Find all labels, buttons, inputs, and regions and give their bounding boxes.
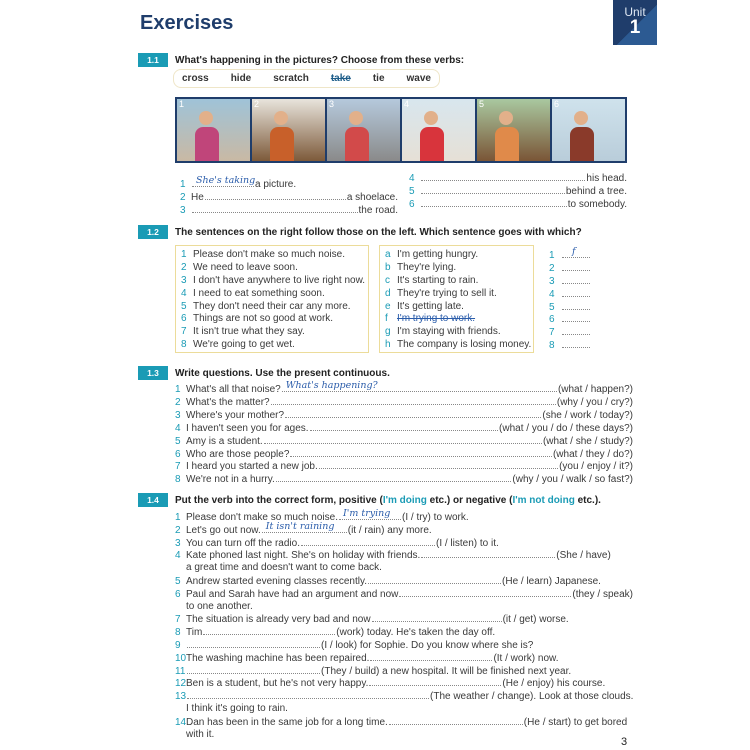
item-text-after: (I / look) for Sophie. Do you know where she is?	[321, 640, 534, 651]
verb-option: cross	[182, 73, 209, 84]
sentence-letter: c	[385, 274, 390, 286]
item-text: You can turn off the radio.	[186, 537, 300, 549]
item-prompt: What's the matter?	[186, 396, 270, 408]
match-answer-row	[549, 248, 591, 261]
item-prompt: I heard you started a new job.	[186, 461, 318, 473]
picture-number: 1	[179, 99, 185, 109]
exercise-1-1-item	[180, 177, 398, 190]
item-hint: (you / enjoy / it?)	[559, 461, 633, 473]
verb-option: wave	[406, 73, 431, 84]
item-text-after: (it / get) worse.	[502, 614, 569, 626]
sentence-letter: h	[385, 339, 391, 351]
unit-number: 1	[629, 17, 641, 38]
sentence-text: It's starting to rain.	[397, 274, 479, 286]
answer-blank[interactable]	[187, 689, 429, 699]
answer-blank[interactable]	[389, 715, 523, 725]
answer-blank[interactable]	[290, 447, 552, 457]
answer-blank[interactable]	[562, 248, 590, 258]
item-text: Please don't make so much noise.	[186, 512, 338, 523]
item-number: 3	[549, 275, 555, 287]
item-number: 4	[175, 550, 181, 562]
match-answer-row	[549, 338, 591, 351]
heading-part: etc.).	[574, 495, 601, 506]
sentence-letter: 6	[181, 313, 187, 325]
item-number: 3	[180, 205, 186, 216]
item-number: 8	[175, 474, 181, 486]
item-number: 12	[175, 678, 187, 690]
sentence-text: They don't need their car any more.	[193, 300, 351, 312]
match-answer-row	[549, 300, 591, 313]
answer-blank[interactable]	[276, 472, 512, 482]
sentence-text: Things are not so good at work.	[193, 313, 334, 325]
heading-positive-example: I'm doing	[382, 495, 427, 506]
exercise-heading-1-4	[175, 495, 601, 506]
sentence-letter: e	[385, 300, 391, 312]
exercise-1-3-item	[175, 382, 633, 395]
item-number: 3	[175, 409, 181, 421]
match-answer-row	[549, 312, 591, 325]
match-answer-row	[549, 287, 591, 300]
item-text-after: a shoelace.	[346, 192, 398, 203]
item-number: 6	[175, 588, 181, 600]
item-hint: (why / you / cry?)	[556, 396, 633, 408]
item-number: 11	[175, 665, 186, 677]
exercise-1-4-item	[175, 651, 635, 664]
unit-tab	[613, 0, 657, 45]
sentence-letter: f	[385, 313, 388, 325]
item-continuation: to one another.	[186, 600, 253, 612]
item-prompt: Who are those people?	[186, 448, 290, 460]
handwritten-answer: What's happening?	[285, 380, 378, 391]
item-number: 8	[175, 627, 181, 639]
item-text-after: (it / rain) any more.	[347, 524, 432, 536]
exercise-1-1-item	[409, 197, 627, 210]
answer-blank[interactable]	[421, 548, 555, 558]
handwritten-answer: She's taking	[196, 175, 256, 186]
item-number: 7	[175, 461, 181, 473]
item-number: 4	[549, 288, 555, 300]
answer-blank[interactable]	[562, 300, 590, 310]
exercise-1-1-item	[409, 184, 627, 197]
sentence-right	[385, 275, 533, 288]
item-number: 5	[175, 435, 181, 447]
item-continuation: a great time and doesn't want to come back.	[186, 562, 382, 574]
item-number: 5	[549, 301, 555, 313]
exercise-1-3-item	[175, 395, 633, 408]
sentence-right	[385, 262, 533, 275]
item-text-after: (She / have)	[556, 550, 611, 562]
exercise-1-1-item	[180, 203, 398, 216]
sentence-right	[385, 249, 533, 262]
sentence-text: I don't have anywhere to live right now.	[193, 274, 366, 286]
item-prompt: We're not in a hurry.	[186, 474, 275, 486]
sentence-left	[181, 275, 368, 288]
item-number: 1	[180, 179, 186, 190]
page-number: 3	[621, 736, 628, 748]
picture-3	[327, 99, 402, 161]
picture-number: 6	[554, 99, 560, 109]
sentence-letter: 8	[181, 339, 187, 351]
answer-blank[interactable]	[370, 651, 492, 661]
answer-blank[interactable]	[285, 408, 541, 418]
exercise-1-3-item	[175, 447, 633, 460]
item-number: 2	[549, 262, 555, 274]
item-number: 2	[180, 192, 186, 203]
sentence-text: We need to leave soon.	[193, 261, 298, 273]
verb-option: scratch	[273, 73, 309, 84]
answer-blank[interactable]	[421, 184, 565, 194]
handwritten-answer: It isn't raining	[265, 520, 335, 532]
item-text: The situation is already very bad and now	[186, 614, 371, 626]
sentence-letter: 4	[181, 287, 187, 299]
exercise-heading-1-2: The sentences on the right follow those on the left. Which sentence goes with which?	[175, 227, 582, 238]
picture-strip	[175, 97, 627, 163]
item-number: 7	[175, 614, 181, 626]
item-prompt: What's all that noise?	[186, 384, 281, 395]
item-hint: (what / happen?)	[557, 384, 633, 395]
exercise-1-4-item	[175, 676, 635, 689]
picture-4	[402, 99, 477, 161]
right-sentences-box	[379, 245, 534, 353]
exercise-1-4-item	[175, 612, 635, 625]
sentence-letter: 7	[181, 326, 187, 338]
sentence-letter: 1	[181, 249, 187, 260]
exercise-1-3-item	[175, 408, 633, 421]
item-hint: (why / you / walk / so fast?)	[512, 474, 633, 486]
verb-box	[173, 69, 440, 88]
item-text-after: (It / work) now.	[493, 652, 559, 664]
item-number: 1	[549, 250, 555, 261]
answer-blank[interactable]	[282, 382, 557, 392]
sentence-text: I'm trying to work.	[397, 313, 476, 325]
item-prompt: I haven't seen you for ages.	[186, 422, 309, 434]
match-answer-row	[549, 261, 591, 274]
exercise-1-4-item	[175, 548, 635, 561]
sentence-text: It's getting late.	[397, 300, 464, 312]
exercise-heading-1-3: Write questions. Use the present continuous.	[175, 368, 390, 379]
sentence-text: We're going to get wet.	[193, 339, 295, 351]
picture-6	[552, 99, 625, 161]
item-number: 5	[409, 186, 415, 197]
sentence-right	[385, 301, 533, 314]
answer-blank[interactable]	[187, 638, 320, 648]
item-text: Ben is a student, but he's not very happy.	[186, 678, 369, 690]
answer-blank[interactable]	[301, 536, 435, 546]
sentence-letter: 2	[181, 261, 187, 273]
sentence-letter: 5	[181, 300, 187, 312]
sentence-text: I'm staying with friends.	[397, 326, 501, 338]
item-number: 6	[409, 199, 415, 210]
verb-option: take	[330, 73, 351, 84]
exercise-1-4-item	[175, 625, 635, 638]
item-text-after: (They / build) a new hospital. It will be finished next year.	[321, 665, 572, 677]
sentence-left	[181, 326, 368, 339]
exercise-1-4-item	[175, 574, 635, 587]
sentence-right	[385, 313, 533, 326]
answer-blank[interactable]	[372, 612, 502, 622]
sentence-text: It isn't true what they say.	[193, 326, 305, 338]
exercise-heading-1-1: What's happening in the pictures? Choose from these verbs:	[175, 55, 465, 66]
exercise-1-1-item	[409, 171, 627, 184]
item-text-after: a picture.	[255, 179, 297, 190]
sentence-text: I need to eat something soon.	[193, 287, 325, 299]
item-text-after: (He / enjoy) his course.	[502, 678, 606, 690]
sentence-left	[181, 249, 368, 262]
verb-option: hide	[230, 73, 252, 84]
item-text-after: behind a tree.	[565, 186, 627, 197]
answer-blank[interactable]	[562, 312, 590, 322]
sentence-text: Please don't make so much noise.	[193, 249, 345, 260]
sentence-letter: d	[385, 287, 391, 299]
item-number: 2	[175, 524, 181, 536]
answer-blank[interactable]	[192, 177, 254, 187]
item-text: Tim	[186, 627, 203, 639]
sentence-text: The company is losing money.	[397, 339, 532, 351]
exercise-1-4-item	[175, 510, 635, 523]
match-answer-row	[549, 325, 591, 338]
item-hint: (what / they / do?)	[552, 448, 633, 460]
answer-blank[interactable]	[192, 203, 358, 213]
picture-number: 4	[404, 99, 410, 109]
item-text-after: (I / listen) to it.	[435, 537, 499, 549]
exercise-1-4-item	[175, 520, 635, 536]
item-text-after: (work) today. He's taken the day off.	[336, 627, 496, 639]
answer-blank[interactable]	[562, 325, 590, 335]
item-number: 6	[175, 448, 181, 460]
item-text: Kate phoned last night. She's on holiday with friends.	[186, 550, 421, 562]
item-text-after: (I / try) to work.	[402, 512, 469, 523]
answer-blank[interactable]	[562, 338, 590, 348]
heading-negative-example: I'm not doing	[512, 495, 575, 506]
item-number: 4	[409, 173, 415, 184]
sentence-left	[181, 339, 368, 352]
item-text: Paul and Sarah have had an argument and now	[186, 588, 399, 600]
exercise-1-4-item	[175, 715, 635, 728]
picture-5	[477, 99, 552, 161]
handwritten-answer: I'm trying	[343, 508, 391, 519]
item-text: The washing machine has been repaired.	[186, 652, 370, 664]
item-continuation: with it.	[186, 728, 215, 740]
sentence-left	[181, 288, 368, 301]
sentence-text: They're lying.	[397, 261, 457, 273]
item-number: 1	[175, 512, 181, 523]
exercise-1-3-item	[175, 472, 633, 485]
item-text-after: to somebody.	[567, 199, 627, 210]
item-prompt: Where's your mother?	[186, 409, 285, 421]
exercise-1-4-item	[175, 638, 635, 651]
item-number: 3	[175, 537, 181, 549]
exercise-1-4-item	[175, 587, 635, 600]
heading-part: etc.) or negative (	[426, 495, 513, 506]
item-hint: (she / work / today?)	[542, 409, 633, 421]
exercise-badge-1-1: 1.1	[138, 53, 168, 67]
unit-label: Unit	[624, 5, 646, 19]
item-text-after: (He / learn) Japanese.	[502, 576, 601, 587]
item-number: 4	[175, 422, 181, 434]
exercise-1-1-item	[180, 190, 398, 203]
left-sentences-box	[175, 245, 369, 353]
exercise-1-3-item	[175, 434, 633, 447]
item-number: 8	[549, 340, 555, 352]
verb-option: tie	[372, 73, 385, 84]
sentence-left	[181, 301, 368, 314]
answer-blank[interactable]	[203, 625, 335, 635]
sentence-letter: g	[385, 326, 391, 338]
item-text: Dan has been in the same job for a long time.	[186, 716, 388, 728]
picture-1	[177, 99, 252, 161]
answer-blank[interactable]	[562, 261, 590, 271]
item-number: 13	[175, 691, 187, 703]
picture-number: 2	[254, 99, 260, 109]
item-number: 6	[549, 314, 555, 326]
picture-number: 3	[329, 99, 335, 109]
exercise-badge-1-2: 1.2	[138, 225, 168, 239]
answer-blank[interactable]	[368, 574, 501, 584]
item-number: 9	[175, 640, 181, 651]
item-number: 7	[549, 327, 555, 339]
answer-blank[interactable]	[562, 287, 590, 297]
sentence-right	[385, 288, 533, 301]
answer-blank[interactable]	[319, 459, 558, 469]
matching-answers	[549, 248, 591, 351]
item-text-after: (they / speak)	[572, 588, 633, 600]
item-number: 5	[175, 576, 181, 587]
item-text-after: his head.	[586, 173, 627, 184]
sentence-letter: b	[385, 261, 391, 273]
answer-blank[interactable]	[339, 510, 401, 520]
answer-blank[interactable]	[399, 587, 571, 597]
item-number: 14	[175, 716, 187, 728]
sentence-text: They're trying to sell it.	[397, 287, 497, 299]
exercise-badge-1-3: 1.3	[138, 366, 168, 380]
exercise-1-4-item	[175, 664, 635, 677]
exercise-1-3-item	[175, 459, 633, 472]
item-number: 2	[175, 396, 181, 408]
item-hint: (what / you / do / these days?)	[499, 422, 633, 434]
sentence-text: I'm getting hungry.	[397, 249, 479, 260]
match-answer-row	[549, 274, 591, 287]
item-prompt: Amy is a student.	[186, 435, 263, 447]
heading-part: Put the verb into the correct form, positive (	[175, 495, 383, 506]
exercise-1-4-item	[175, 536, 635, 549]
item-text: Andrew started evening classes recently.	[186, 576, 368, 587]
item-text: He	[191, 192, 204, 203]
sentence-right	[385, 339, 533, 352]
handwritten-answer: f	[572, 246, 576, 257]
item-text-after: the road.	[358, 205, 398, 216]
item-text-after: (The weather / change). Look at those clouds.	[430, 691, 634, 703]
answer-blank[interactable]	[421, 171, 585, 181]
answer-blank[interactable]	[562, 274, 590, 284]
sentence-letter: a	[385, 249, 391, 260]
answer-blank[interactable]	[187, 664, 320, 674]
sentence-left	[181, 262, 368, 275]
answer-blank[interactable]	[369, 676, 501, 686]
picture-number: 5	[479, 99, 485, 109]
page-title: Exercises	[140, 12, 234, 34]
item-number: 1	[175, 384, 181, 395]
answer-blank[interactable]	[271, 395, 556, 405]
picture-2	[252, 99, 327, 161]
answer-blank[interactable]	[264, 434, 542, 444]
item-continuation: I think it's going to rain.	[186, 703, 288, 714]
answer-blank[interactable]	[205, 190, 346, 200]
exercise-1-3-item	[175, 421, 633, 434]
sentence-letter: 3	[181, 274, 187, 286]
exercise-1-4-item	[175, 689, 635, 702]
exercise-badge-1-4: 1.4	[138, 493, 168, 507]
answer-blank[interactable]	[421, 197, 567, 207]
answer-blank[interactable]	[262, 520, 347, 533]
sentence-left	[181, 313, 368, 326]
item-number: 10	[175, 652, 187, 664]
item-hint: (what / she / study?)	[542, 435, 633, 447]
answer-blank[interactable]	[310, 421, 498, 431]
sentence-right	[385, 326, 533, 339]
item-text: Let's go out now.	[186, 524, 261, 536]
item-text-after: (He / start) to get bored	[523, 716, 628, 728]
